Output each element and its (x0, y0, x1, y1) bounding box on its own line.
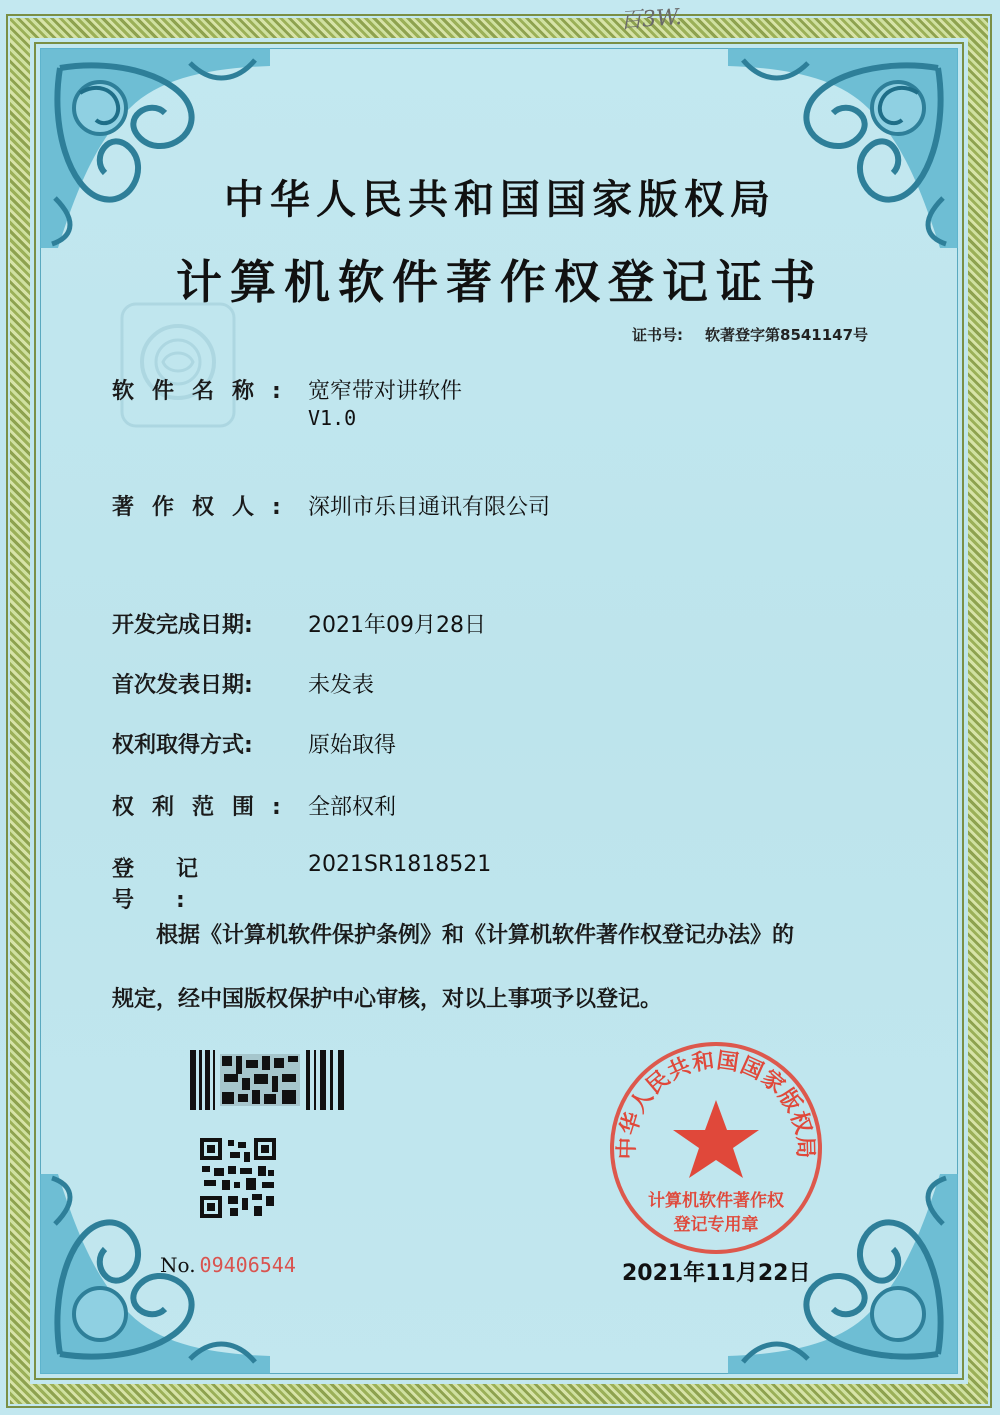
barcode-icon (190, 1050, 346, 1110)
field-value: 深圳市乐目通讯有限公司 (308, 495, 551, 520)
handwritten-note: 百3W. (619, 4, 683, 35)
statement-line-1: 根据《计算机软件保护条例》和《计算机软件著作权登记办法》的 (156, 923, 795, 948)
field-value: 未发表 (308, 673, 375, 698)
certificate-title: 计算机软件著作权登记证书 (176, 255, 824, 309)
serial-value: 09406544 (199, 1253, 296, 1277)
field-label: 权利范围: (112, 795, 299, 820)
statement-line-2: 规定，经中国版权保护中心审核，对以上事项予以登记。 (112, 987, 663, 1012)
field-value: V1.0 (308, 406, 357, 430)
qr-code-icon (200, 1138, 276, 1218)
field-label: 软件名称: (112, 379, 299, 404)
field-acquisition-method (112, 728, 397, 759)
field-first-publication-date (112, 668, 375, 699)
field-label: 首次发表日期: (112, 673, 253, 698)
issuing-authority-title: 中华人民共和国国家版权局 (224, 177, 776, 223)
field-value: 2021SR1818521 (308, 852, 492, 877)
serial-number (160, 1253, 296, 1277)
certificate-number-value: 软著登字第8541147号 (705, 326, 869, 344)
field-label: 著作权人: (112, 495, 299, 520)
field-software-version (112, 406, 357, 431)
seal-inner-line-1: 计算机软件著作权 (648, 1191, 784, 1211)
serial-prefix: No. (160, 1253, 196, 1277)
field-label: 登记号: (112, 857, 241, 913)
field-label: 权利取得方式: (112, 733, 253, 758)
field-label: 开发完成日期: (112, 613, 253, 638)
field-value: 宽窄带对讲软件 (308, 379, 463, 404)
field-rights-scope (112, 790, 397, 821)
certificate-number-label: 证书号: (632, 326, 683, 344)
field-completion-date (112, 608, 486, 639)
field-copyright-owner (112, 490, 551, 521)
seal-inner-line-2: 登记专用章 (673, 1215, 759, 1235)
field-software-name (112, 374, 463, 405)
issue-date: 2021年11月22日 (622, 1261, 811, 1286)
certificate-number (632, 324, 868, 345)
field-value: 全部权利 (308, 795, 397, 820)
field-value: 2021年09月28日 (308, 613, 486, 638)
field-value: 原始取得 (308, 733, 397, 758)
seal-ring-text: 中华人民共和国国家版权局 (614, 1048, 818, 1160)
